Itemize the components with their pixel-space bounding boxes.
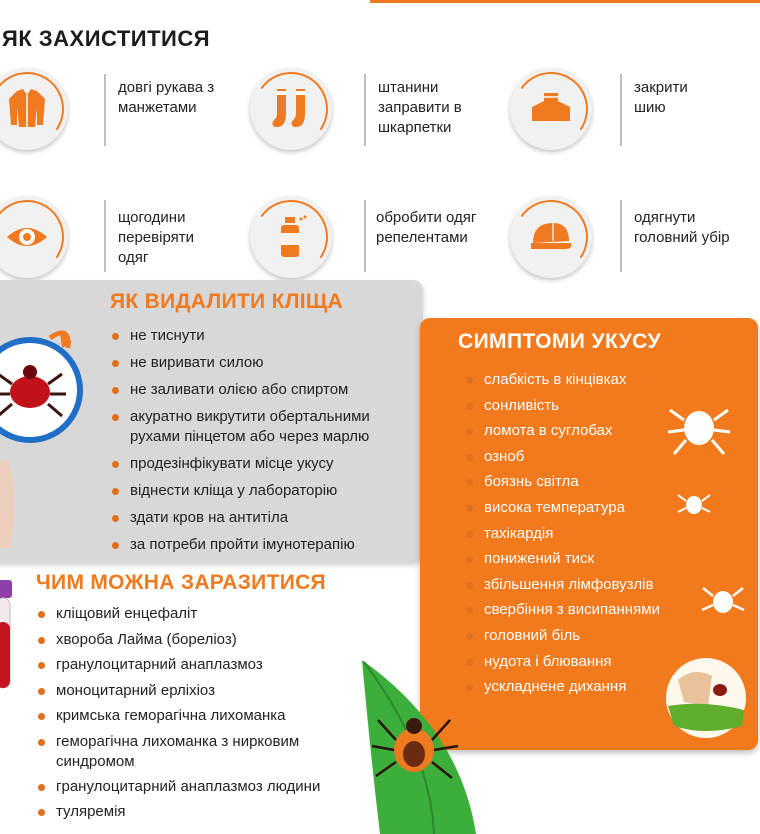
list-item: збільшення лімфовузлів [484,575,660,601]
list-item: кліщовий енцефаліт [56,604,320,630]
divider [620,74,622,146]
list-item: понижений тиск [484,549,660,575]
socks-icon [250,68,332,150]
protect-text-3: закрити шию [634,79,688,116]
list-item: тахікардія [484,524,660,550]
list-item: нудота і блювання [484,652,660,678]
infect-title: ЧИМ МОЖНА ЗАРАЗИТИСЯ [36,571,326,594]
list-item: туляремія [56,802,320,828]
list-item: не тиснути [130,326,370,353]
protect-title: ЯК ЗАХИСТИТИСЯ [2,26,211,51]
list-item: кримська геморагічна лихоманка [56,706,320,732]
protect-text-5: обробити одяг репелентами [376,209,477,246]
cap-icon [510,196,592,278]
protect-text-1: довгі рукава з манжетами [118,79,215,116]
symptoms-list [484,370,660,703]
list-item: здати кров на антитіла [130,508,370,535]
list-item: гранулоцитарний анаплазмоз [56,655,320,681]
list-item: головний біль [484,626,660,652]
tick-icon [664,392,734,462]
eye-icon [0,196,68,278]
protect-text-6: одягнути головний убір [634,209,730,246]
remove-title: ЯК ВИДАЛИТИ КЛІЩА [110,290,344,313]
list-item: гранулоцитарний анаплазмоз людини [56,777,320,803]
list-item: акуратно викрутити обертальними рухами пінцетом або через марлю [130,407,370,454]
list-item: не заливати олією або спиртом [130,380,370,407]
list-item: сонливість [484,396,660,422]
symptoms-title: СИМПТОМИ УКУСУ [458,330,661,353]
list-item: свербіння з висипаннями [484,600,660,626]
tick-icon [700,578,746,624]
list-item: висока температура [484,498,660,524]
list-item: продезінфікувати місце укусу [130,454,370,481]
list-item: віднести кліща у лабораторію [130,481,370,508]
spray-icon [250,196,332,278]
jacket-icon [0,68,68,150]
remove-list [130,326,370,562]
list-item: геморагічна лихоманка з нирковим синдромом [56,732,320,777]
divider [104,74,106,146]
tick-on-skin-icon [664,656,748,740]
divider [364,74,366,146]
top-accent-line [370,0,760,3]
protect-text-2: штанини заправити в шкарпетки [378,79,462,136]
test-tube-icon [0,578,14,698]
tick-icon [676,486,712,522]
leaf-with-tick-icon [350,660,490,834]
list-item: озноб [484,447,660,473]
divider [620,200,622,272]
infect-list [56,604,320,828]
list-item: боязнь світла [484,472,660,498]
collar-icon [510,68,592,150]
list-item: ускладнене дихання [484,677,660,703]
list-item: ломота в суглобах [484,421,660,447]
list-item: не виривати силою [130,353,370,380]
list-item: за потреби пройти імунотерапію [130,535,370,562]
divider [364,200,366,272]
tick-magnifier-icon [0,318,90,558]
list-item: слабкість в кінцівках [484,370,660,396]
list-item: хвороба Лайма (бореліоз) [56,630,320,656]
protect-text-4: щогодини перевіряти одяг [118,209,194,266]
divider [104,200,106,272]
list-item: моноцитарний ерліхіоз [56,681,320,707]
